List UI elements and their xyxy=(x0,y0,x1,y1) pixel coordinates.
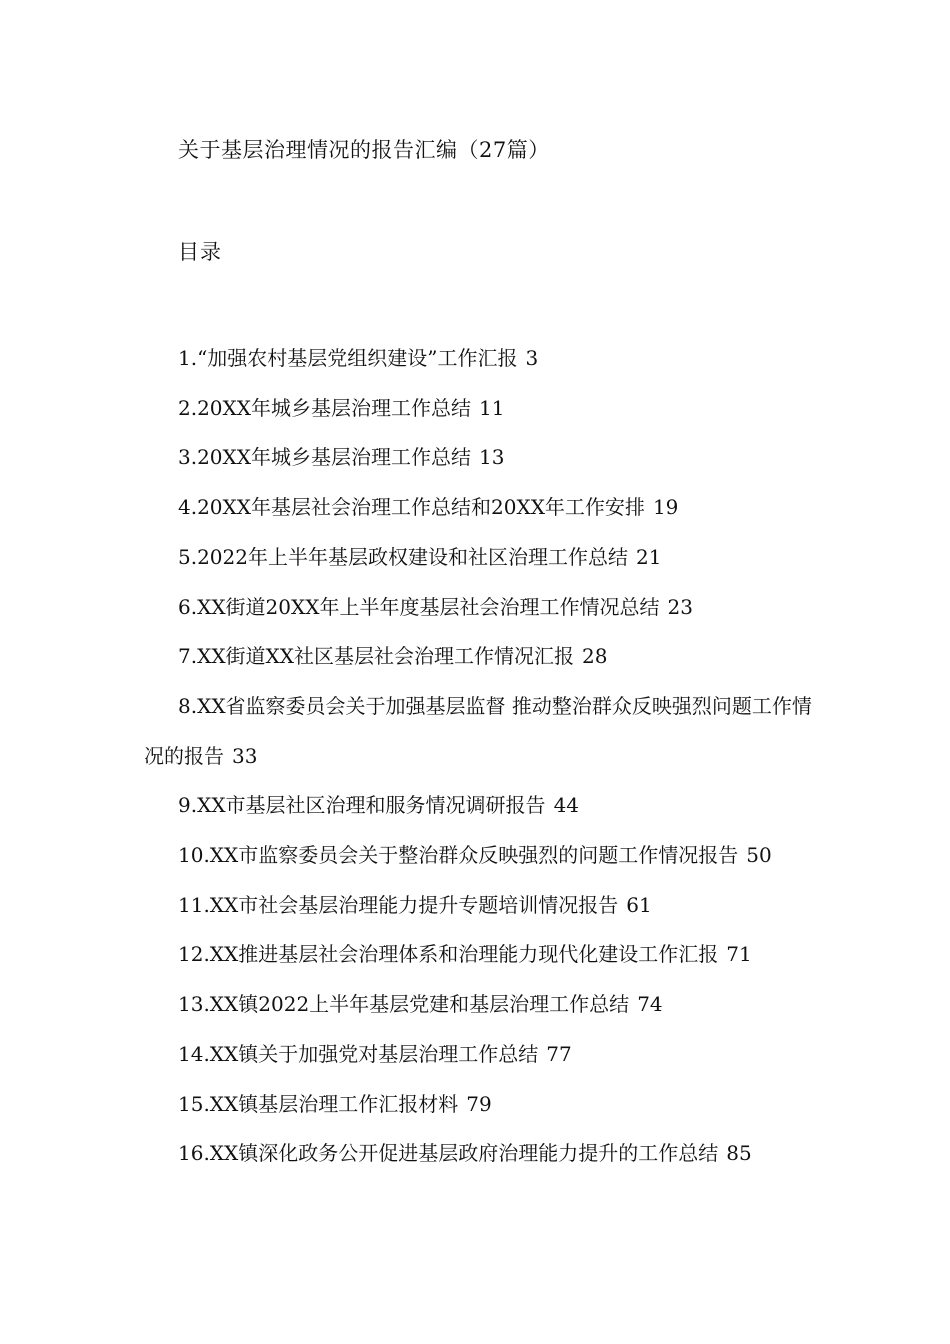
toc-entry[interactable] xyxy=(144,1080,816,1130)
table-of-contents xyxy=(144,334,816,1179)
toc-entry-page-number: 79 xyxy=(466,1091,492,1116)
toc-entry[interactable] xyxy=(144,831,816,881)
toc-entry-title: 9.XX市基层社区治理和服务情况调研报告 xyxy=(178,793,546,818)
toc-entry-page-number: 11 xyxy=(479,395,505,420)
document-title: 关于基层治理情况的报告汇编（27篇） xyxy=(178,138,550,162)
toc-entry[interactable] xyxy=(144,1030,816,1080)
toc-entry-page-number: 61 xyxy=(626,892,652,917)
toc-entry[interactable] xyxy=(144,682,816,781)
toc-entry-page-number: 44 xyxy=(553,793,580,818)
toc-entry-title: 15.XX镇基层治理工作汇报材料 xyxy=(178,1091,459,1116)
toc-entry-page-number: 74 xyxy=(637,992,663,1017)
toc-entry-page-number: 71 xyxy=(726,942,752,967)
toc-entry[interactable] xyxy=(144,881,816,931)
toc-entry[interactable] xyxy=(144,1129,816,1179)
toc-entry-page-number: 19 xyxy=(652,495,679,520)
toc-entry-title: 13.XX镇2022上半年基层党建和基层治理工作总结 xyxy=(178,992,630,1017)
toc-entry-page-number: 21 xyxy=(635,544,662,569)
toc-entry-title: 1.“加强农村基层党组织建设”工作汇报 xyxy=(178,346,518,370)
toc-entry-title: 12.XX推进基层社会治理体系和治理能力现代化建设工作汇报 xyxy=(178,942,719,967)
toc-entry-title: 11.XX市社会基层治理能力提升专题培训情况报告 xyxy=(178,892,619,917)
toc-entry-title: 7.XX街道XX社区基层社会治理工作情况汇报 xyxy=(178,644,575,669)
toc-entry[interactable] xyxy=(144,632,816,682)
toc-entry-page-number: 33 xyxy=(232,743,258,768)
toc-heading: 目录 xyxy=(178,240,222,264)
toc-entry[interactable] xyxy=(144,433,816,483)
toc-entry-title: 14.XX镇关于加强党对基层治理工作总结 xyxy=(178,1041,539,1066)
toc-entry[interactable] xyxy=(144,334,816,384)
toc-entry-title: 5.2022年上半年基层政权建设和社区治理工作总结 xyxy=(178,544,628,569)
toc-entry[interactable] xyxy=(144,533,816,583)
toc-entry-title: 16.XX镇深化政务公开促进基层政府治理能力提升的工作总结 xyxy=(178,1141,719,1166)
toc-entry-page-number: 23 xyxy=(667,594,693,619)
toc-entry[interactable] xyxy=(144,483,816,533)
toc-entry-title: 10.XX市监察委员会关于整治群众反映强烈的问题工作情况报告 xyxy=(178,843,739,868)
toc-entry-page-number: 77 xyxy=(546,1041,572,1066)
toc-entry-title: 2.20XX年城乡基层治理工作总结 xyxy=(178,395,472,420)
toc-entry-page-number: 13 xyxy=(479,445,505,470)
toc-entry[interactable] xyxy=(144,583,816,633)
toc-entry-page-number: 3 xyxy=(525,346,539,370)
toc-entry[interactable] xyxy=(144,930,816,980)
toc-entry-title: 3.20XX年城乡基层治理工作总结 xyxy=(178,445,472,470)
toc-entry-title: 4.20XX年基层社会治理工作总结和20XX年工作安排 xyxy=(178,495,645,520)
toc-entry-title: 6.XX街道20XX年上半年度基层社会治理工作情况总结 xyxy=(178,594,660,619)
toc-entry-page-number: 85 xyxy=(726,1141,752,1166)
toc-entry[interactable] xyxy=(144,980,816,1030)
toc-entry-page-number: 28 xyxy=(582,644,608,669)
toc-entry-page-number: 50 xyxy=(746,843,772,868)
toc-entry[interactable] xyxy=(144,384,816,434)
toc-entry-title: 8.XX省监察委员会关于加强基层监督 推动整治群众反映强烈问题工作情况的报告 xyxy=(144,693,812,768)
toc-entry[interactable] xyxy=(144,781,816,831)
